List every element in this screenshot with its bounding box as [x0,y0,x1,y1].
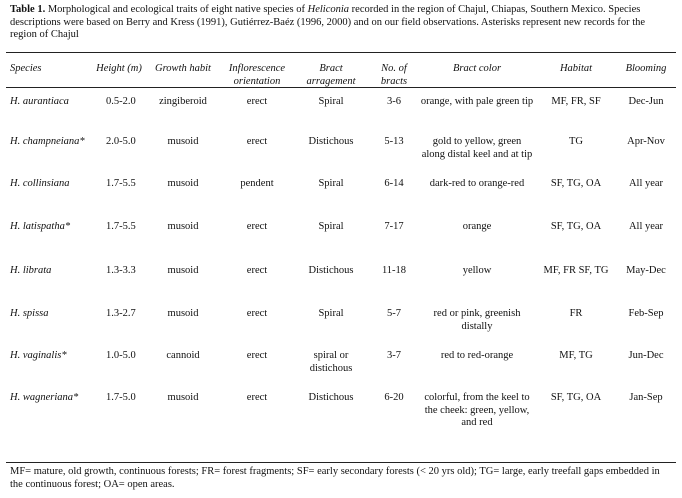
table-caption [10,4,674,42]
cell-growth-habit: musoid [167,136,199,147]
cell-growth-habit: musoid [167,221,199,232]
cell-bracts: 6-14 [384,178,404,189]
cell-bracts: 3-7 [387,350,401,361]
cell-orientation: erect [246,308,268,319]
traits-table [6,55,676,444]
table-row [6,170,676,213]
cell-blooming: Dec-Jun [628,96,664,107]
cell-height: 1.3-3.3 [106,265,136,276]
cell-habitat: SF, TG, OA [550,221,602,232]
cell-bract-color: orange, with pale green tip [420,96,534,107]
cell-arrangement: Spiral [318,96,344,107]
table-row [6,384,676,444]
top-rule [6,52,676,53]
cell-growth-habit: musoid [167,308,199,319]
col-header-growth-habit: Growth habit [155,63,211,74]
caption-text-post: recorded in the region of Chajul, Chiapas, Southern Mexico. Species descriptions were based on Berry and Kress (1991), Gutiérrez-Baéz (1996, 2000) and on our field observations. Asterisks represent new records for the region of Chajul [10,4,646,40]
cell-height: 1.7-5.5 [106,221,136,232]
cell-height: 2.0-5.0 [106,136,136,147]
cell-bract-color: dark-red to orange-red [429,178,525,189]
cell-orientation: erect [246,96,268,107]
cell-habitat: MF, FR SF, TG [543,265,609,276]
cell-growth-habit: zingiberoid [159,96,207,107]
cell-species: H. aurantiaca [10,96,69,107]
col-header-bract-arrangement: Bract arragement [306,63,356,87]
cell-orientation: erect [246,221,268,232]
cell-bract-color: orange [462,221,492,232]
cell-blooming: Apr-Nov [627,136,665,147]
caption-label: Table 1. [10,4,46,15]
cell-habitat: MF, TG [559,350,593,361]
col-header-habitat: Habitat [559,63,593,74]
cell-growth-habit: musoid [167,178,199,189]
cell-orientation: erect [246,265,268,276]
table-row [6,128,676,170]
col-header-blooming: Blooming [625,63,667,74]
cell-habitat: SF, TG, OA [550,392,602,403]
col-header-bract-color: Bract color [452,63,502,74]
cell-orientation: pendent [240,178,274,189]
header-row [6,55,676,88]
bottom-rule [6,462,676,463]
cell-bract-color: red or pink, greenish distally [433,308,521,332]
col-header-no-of-bracts: No. of bracts [380,63,408,87]
cell-height: 0.5-2.0 [106,96,136,107]
cell-bracts: 6-20 [384,392,404,403]
cell-bract-color: gold to yellow, green along distal keel and at tip [421,136,533,160]
cell-growth-habit: musoid [167,392,199,403]
cell-habitat: SF, TG, OA [550,178,602,189]
caption-text-pre: Morphological and ecological traits of eight native species of [45,4,308,15]
table-footnote: MF= mature, old growth, continuous forests; FR= forest fragments; SF= early secondary forests (< 20 yrs old); TG= large, early treefall gaps embedded in the continuous forest; OA= open areas. [10,466,660,490]
cell-species: H. wagneriana* [10,392,79,403]
cell-blooming: May-Dec [626,265,666,276]
cell-bract-color: yellow [462,265,492,276]
cell-arrangement: Spiral [318,221,344,232]
cell-bracts: 5-13 [384,136,404,147]
cell-habitat: MF, FR, SF [551,96,601,107]
col-header-species: Species [10,63,42,74]
cell-blooming: Jan-Sep [629,392,663,403]
cell-bract-color: red to red-orange [440,350,514,361]
cell-growth-habit: cannoid [166,350,200,361]
cell-orientation: erect [246,350,268,361]
cell-bracts: 11-18 [381,265,407,276]
col-header-height: Height (m) [96,63,142,74]
cell-species: H. vaginalis* [10,350,67,361]
cell-habitat: TG [569,136,583,147]
cell-growth-habit: musoid [167,265,199,276]
cell-bracts: 5-7 [387,308,401,319]
table-row [6,88,676,128]
cell-arrangement: Spiral [318,178,344,189]
cell-arrangement: Distichous [308,136,354,147]
cell-bracts: 7-17 [384,221,404,232]
cell-arrangement: Spiral [318,308,344,319]
cell-orientation: erect [246,392,268,403]
caption-genus: Heliconia [307,4,350,15]
col-header-inflorescence-orientation: Inflorescence orientation [228,63,286,87]
cell-species: H. champneiana* [10,136,85,147]
cell-bract-color: colorful, from the keel to the cheek: green, yellow, and red [424,392,530,428]
table-row [6,213,676,257]
cell-blooming: All year [628,178,664,189]
cell-height: 1.3-2.7 [106,308,136,319]
table-row [6,342,676,384]
cell-species: H. collinsiana [10,178,70,189]
cell-blooming: Feb-Sep [628,308,664,319]
table-row [6,300,676,342]
cell-bracts: 3-6 [387,96,401,107]
cell-height: 1.7-5.5 [106,178,136,189]
cell-height: 1.0-5.0 [106,350,136,361]
cell-species: H. librata [10,265,52,276]
cell-height: 1.7-5.0 [106,392,136,403]
table-row [6,257,676,300]
cell-species: H. spissa [10,308,49,319]
cell-blooming: Jun-Dec [628,350,664,361]
cell-arrangement: Distichous [308,265,354,276]
cell-species: H. latispatha* [10,221,71,232]
cell-blooming: All year [628,221,664,232]
cell-arrangement: spiral or distichous [309,350,353,374]
cell-habitat: FR [569,308,583,319]
cell-arrangement: Distichous [308,392,354,403]
cell-orientation: erect [246,136,268,147]
